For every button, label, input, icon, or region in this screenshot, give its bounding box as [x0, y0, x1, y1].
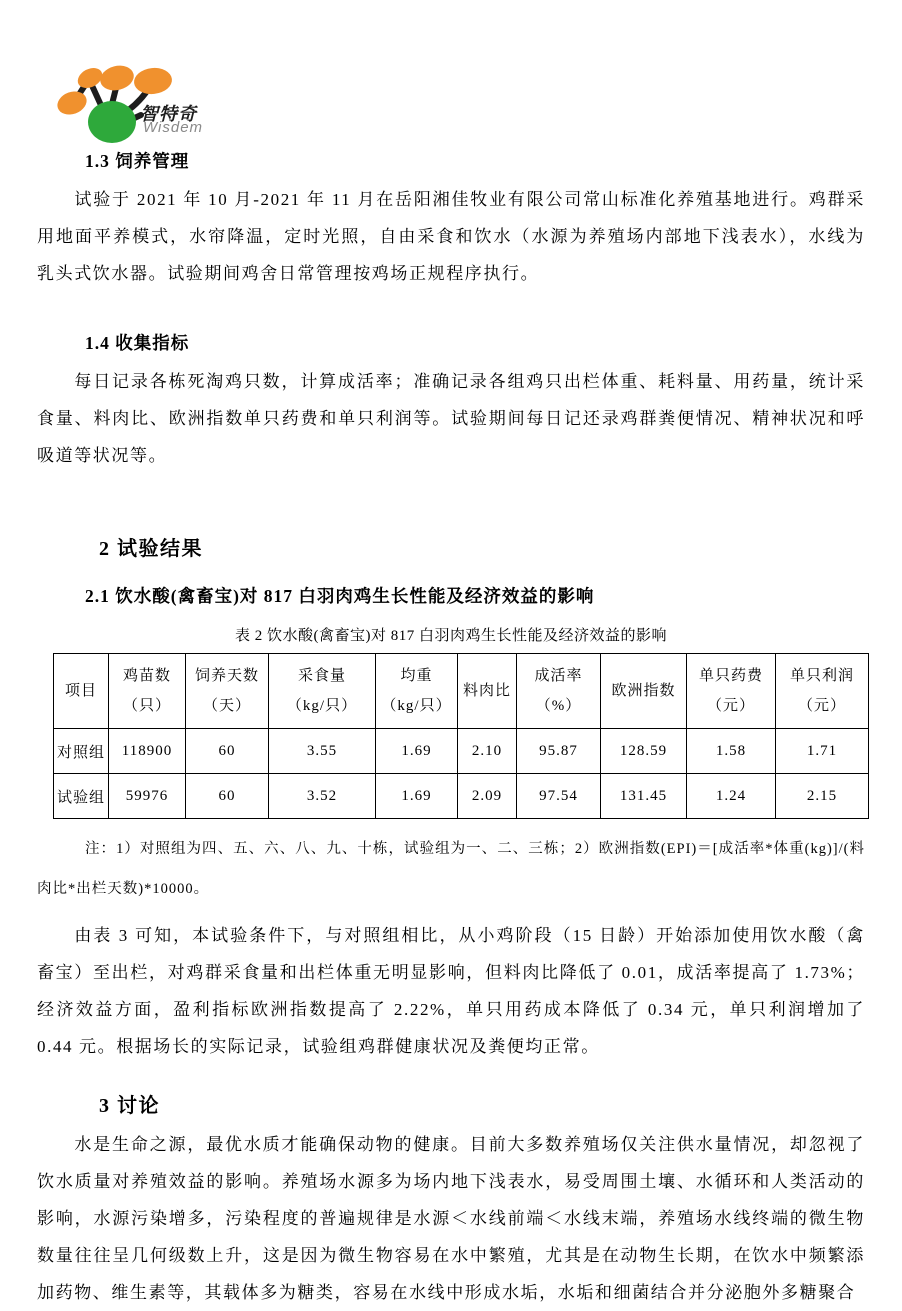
heading-1-4: 1.4 收集指标	[85, 333, 190, 353]
heading-2-results: 2 试验结果	[99, 538, 203, 560]
table-caption: 表 2 饮水酸(禽畜宝)对 817 白羽肉鸡生长性能及经济效益的影响	[235, 628, 667, 644]
cell: 118900	[109, 729, 186, 774]
cell: 59976	[109, 774, 186, 819]
table-row-test-group	[54, 774, 869, 819]
company-logo	[55, 58, 225, 146]
col-feed-intake: 采食量 （kg/只）	[269, 654, 376, 729]
results-table	[53, 653, 869, 819]
cell: 60	[186, 774, 269, 819]
heading-3-discussion: 3 讨论	[99, 1095, 160, 1117]
cell: 131.45	[601, 774, 687, 819]
col-feeding-days: 饲养天数 （天）	[186, 654, 269, 729]
table-row-control-group	[54, 729, 869, 774]
col-profit: 单只利润 （元）	[776, 654, 869, 729]
paragraph-feeding-management: 试验于 2021 年 10 月-2021 年 11 月在岳阳湘佳牧业有限公司常山标准化养殖基地进行。鸡群采用地面平养模式，水帘降温，定时光照，自由采食和饮水（水源为养殖场内部地下浅表水），水线为乳头式饮水器。试验期间鸡舍日常管理按鸡场正规程序执行。	[37, 190, 865, 283]
table-header-row	[54, 654, 869, 729]
table-note: 注：1）对照组为四、五、六、八、九、十栋，试验组为一、二、三栋；2）欧洲指数(EPI)＝[成活率*体重(kg)]/(料肉比*出栏天数)*10000。	[37, 841, 865, 897]
heading-2-1: 2.1 饮水酸(禽畜宝)对 817 白羽肉鸡生长性能及经济效益的影响	[85, 586, 595, 606]
cell: 95.87	[517, 729, 601, 774]
cell: 3.52	[269, 774, 376, 819]
cell: 1.24	[687, 774, 776, 819]
col-item: 项目	[54, 654, 109, 729]
cell: 97.54	[517, 774, 601, 819]
cell: 1.71	[776, 729, 869, 774]
paragraph-discussion: 水是生命之源，最优水质才能确保动物的健康。目前大多数养殖场仅关注供水量情况，却忽视了饮水质量对养殖效益的影响。养殖场水源多为场内地下浅表水，易受周围土壤、水循环和人类活动的影响，水源污染增多，污染程度的普遍规律是水源＜水线前端＜水线末端，养殖场水线终端的微生物数量往往呈几何级数上升，这是因为微生物容易在水中繁殖，尤其是在动物生长期，在饮水中频繁添加药物、维生素等，其载体多为糖类，容易在水线中形成水垢，水垢和细菌结合并分泌胞外多糖聚合	[37, 1135, 865, 1302]
cell: 2.15	[776, 774, 869, 819]
paragraph-analysis: 由表 3 可知，本试验条件下，与对照组相比，从小鸡阶段（15 日龄）开始添加使用饮水酸（禽畜宝）至出栏，对鸡群采食量和出栏体重无明显影响，但料肉比降低了 0.01，成活率提高了 1.73%；经济效益方面，盈利指标欧洲指数提高了 2.22%，单只用药成本降低了 0.34 元，单只利润增加了 0.44 元。根据场长的实际记录，试验组鸡群健康状况及粪便均正常。	[37, 926, 865, 1056]
cell: 试验组	[54, 774, 109, 819]
cell: 1.58	[687, 729, 776, 774]
col-drug-cost: 单只药费 （元）	[687, 654, 776, 729]
col-chick-count: 鸡苗数 （只）	[109, 654, 186, 729]
cell: 128.59	[601, 729, 687, 774]
heading-1-3: 1.3 饲养管理	[85, 151, 190, 171]
logo-brand-english: Wisdem	[143, 119, 204, 136]
cell: 1.69	[376, 729, 458, 774]
paragraph-collected-indicators: 每日记录各栋死淘鸡只数，计算成活率；准确记录各组鸡只出栏体重、耗料量、用药量，统计采食量、料肉比、欧洲指数单只药费和单只利润等。试验期间每日记还录鸡群粪便情况、精神状况和呼吸道等状况等。	[37, 372, 865, 465]
col-epi: 欧洲指数	[601, 654, 687, 729]
cell: 对照组	[54, 729, 109, 774]
col-fcr: 料肉比	[458, 654, 517, 729]
cell: 3.55	[269, 729, 376, 774]
logo-brand-chinese: 智特奇	[140, 104, 197, 124]
cell: 1.69	[376, 774, 458, 819]
col-avg-weight: 均重 （kg/只）	[376, 654, 458, 729]
cell: 60	[186, 729, 269, 774]
col-survival-rate: 成活率 （%）	[517, 654, 601, 729]
cell: 2.09	[458, 774, 517, 819]
cell: 2.10	[458, 729, 517, 774]
